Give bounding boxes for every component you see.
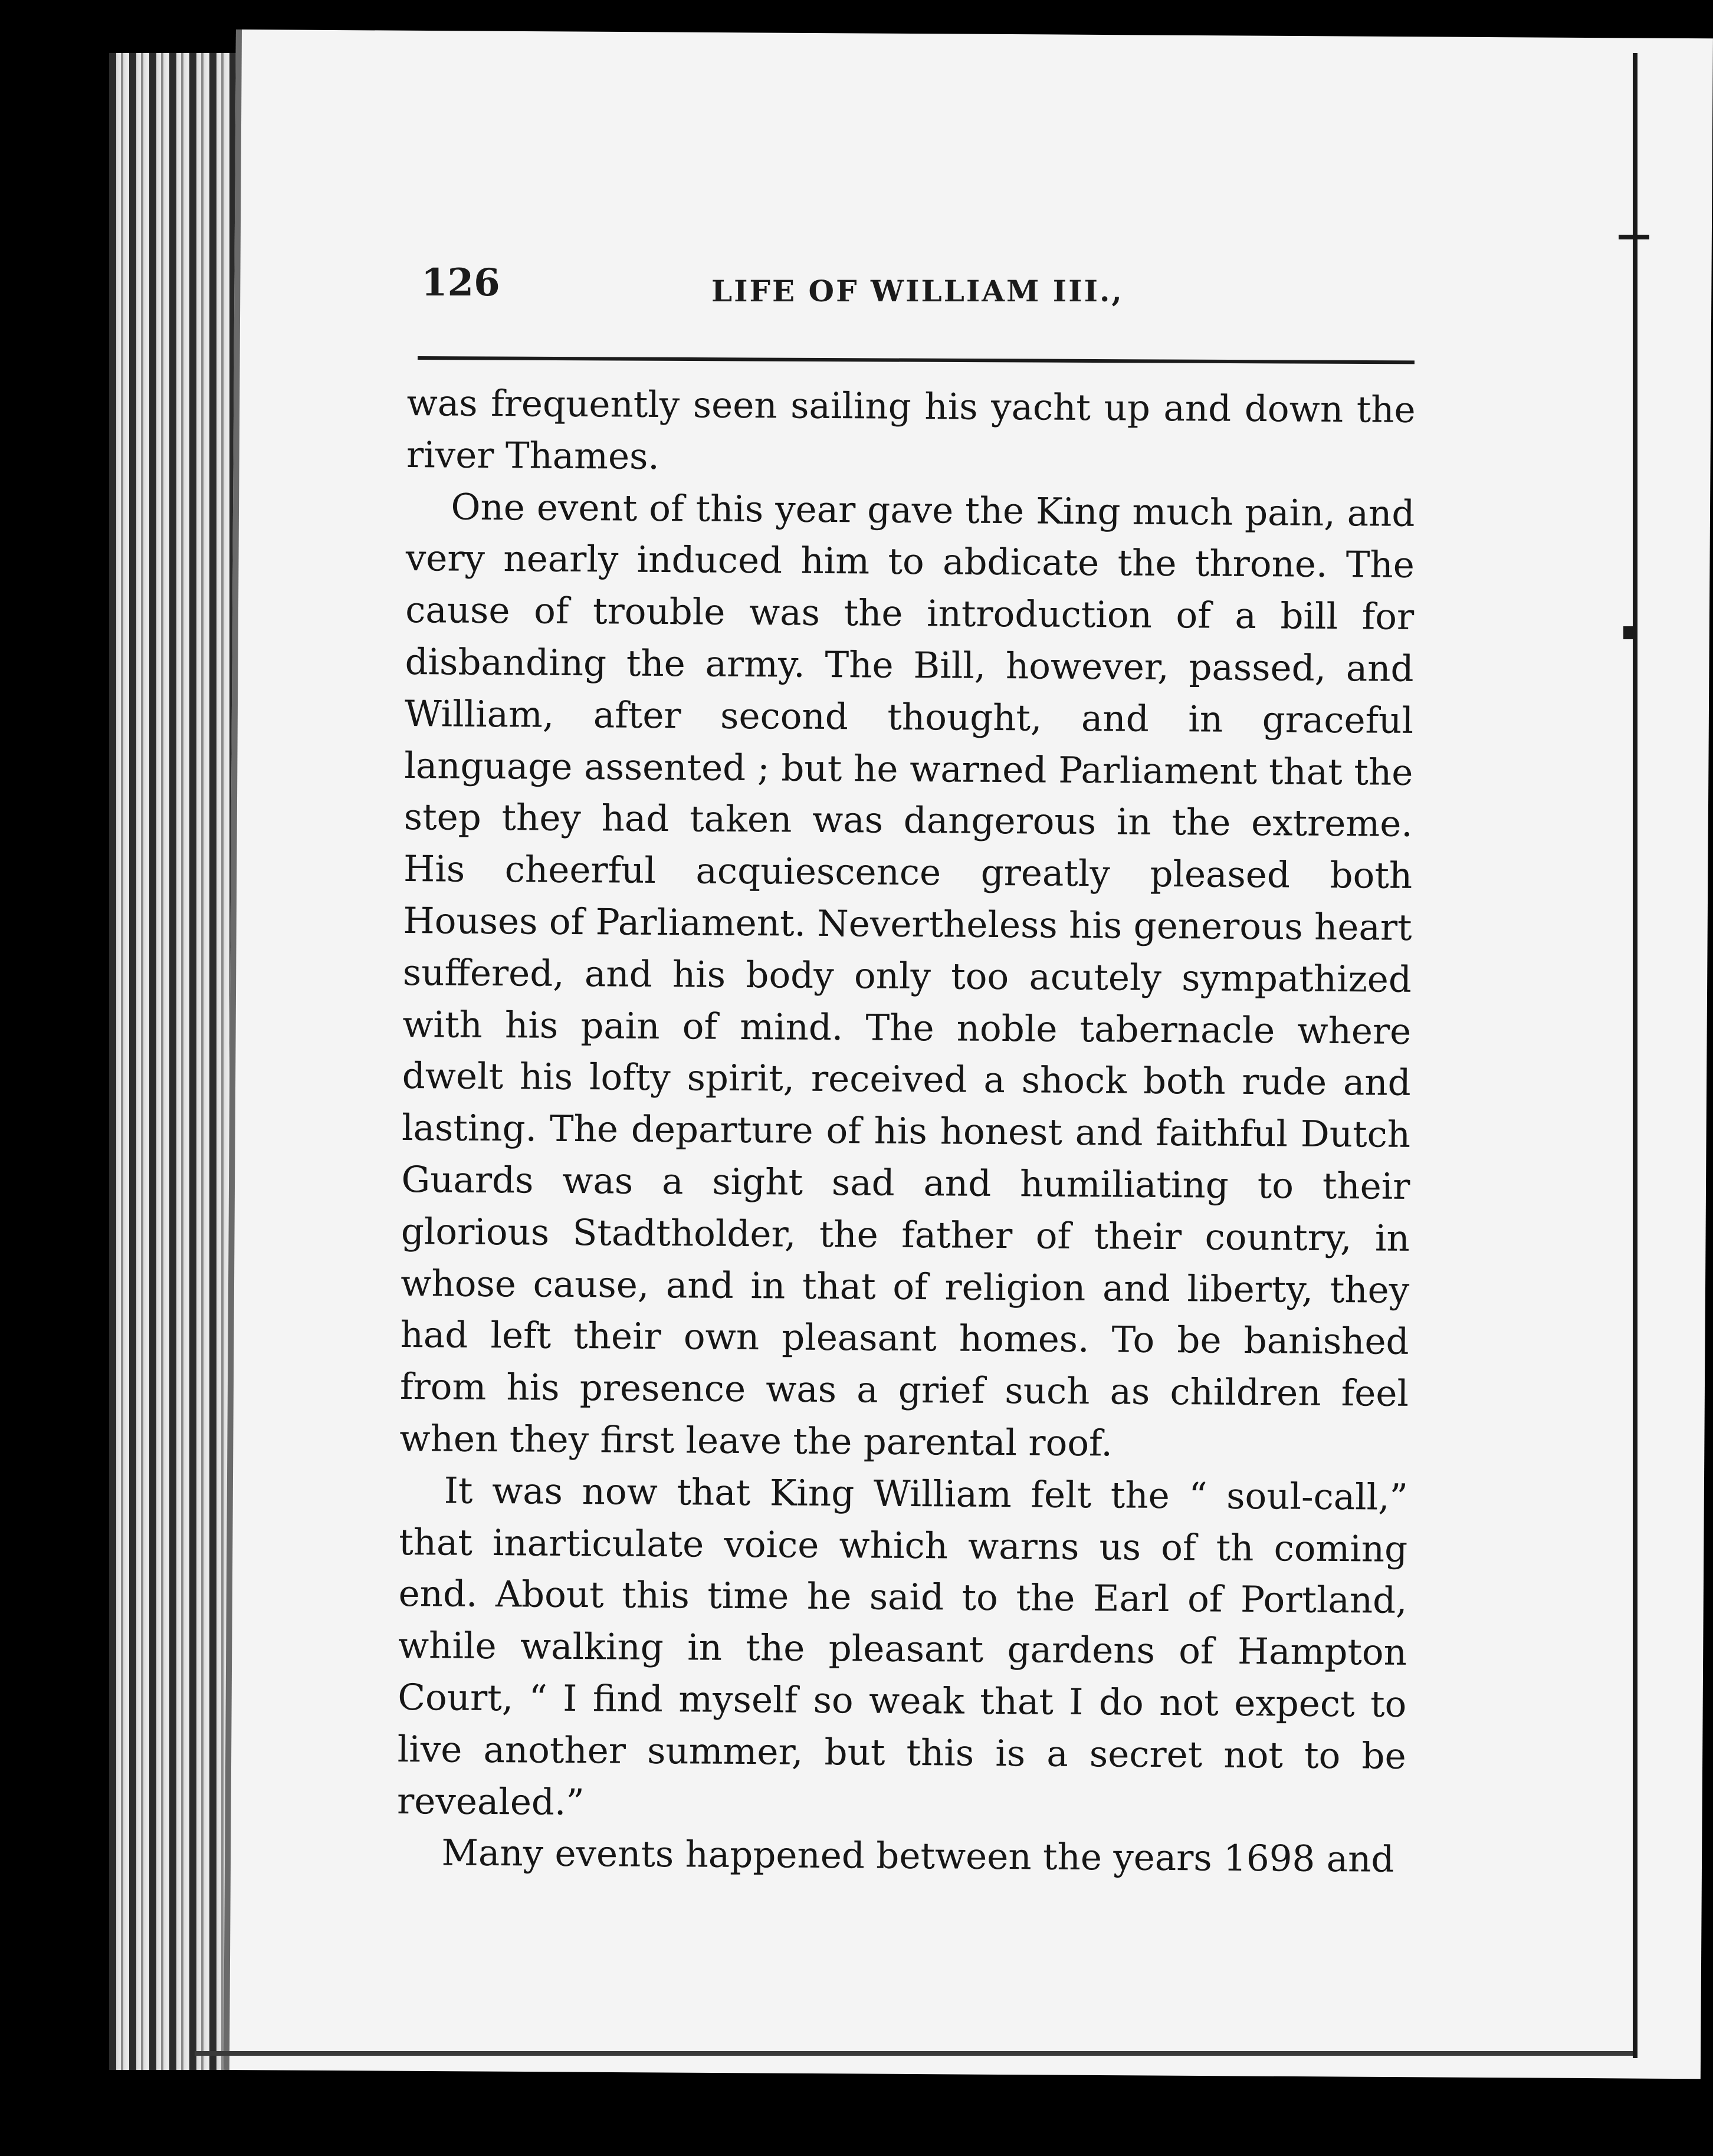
paragraph: was frequently seen sailing his yacht up and down the river Thames. bbox=[406, 382, 1416, 478]
facing-page-tick bbox=[1619, 235, 1649, 239]
facing-page-edge bbox=[1633, 53, 1637, 2058]
page-number: 126 bbox=[421, 261, 500, 305]
paragraph: Many events happened between the years 1698 and bbox=[441, 1832, 1394, 1881]
page-header bbox=[413, 255, 1416, 326]
page-bottom-edge bbox=[195, 2051, 1634, 2056]
body-text bbox=[396, 377, 1416, 1886]
paragraph: One event of this year gave the King much pain, and very nearly induced him to abdicate the throne. The cause of trouble was the introduction of a bill for disbanding the army. The Bill, however, passed, and William, after second thought, and in graceful language assented ; but he warned Parliament that the step they had taken was dangerous in the extreme. His cheerful acquiescence greatly pleased both Houses of Parliament. Nevertheless his generous heart suffered, and his body only too acutely sympathized with his pain of mind. The noble tabernacle where dwelt his lofty spirit, received a shock both rude and lasting. The departure of his honest and faithful Dutch Guards was a sight sad and humiliating to their glorious Stadtholder, the father of their country, in whose cause, and in that of religion and liberty, they had left their own pleasant homes. To be banished from his presence was a grief such as children feel when they first leave the parental roof. bbox=[399, 486, 1415, 1465]
running-head: LIFE OF WILLIAM III., bbox=[711, 274, 1124, 308]
paragraph: It was now that King William felt the “ soul-call,” that inarticulate voice which warns us of th coming end. About this time he said to the Earl of Portland, while walking in the pleasant gardens of Hampton Court, “ I find myself so weak that I do not expect to live another summer, but this is a secret not to be revealed.” bbox=[396, 1470, 1409, 1823]
facing-page-tick bbox=[1623, 626, 1635, 639]
